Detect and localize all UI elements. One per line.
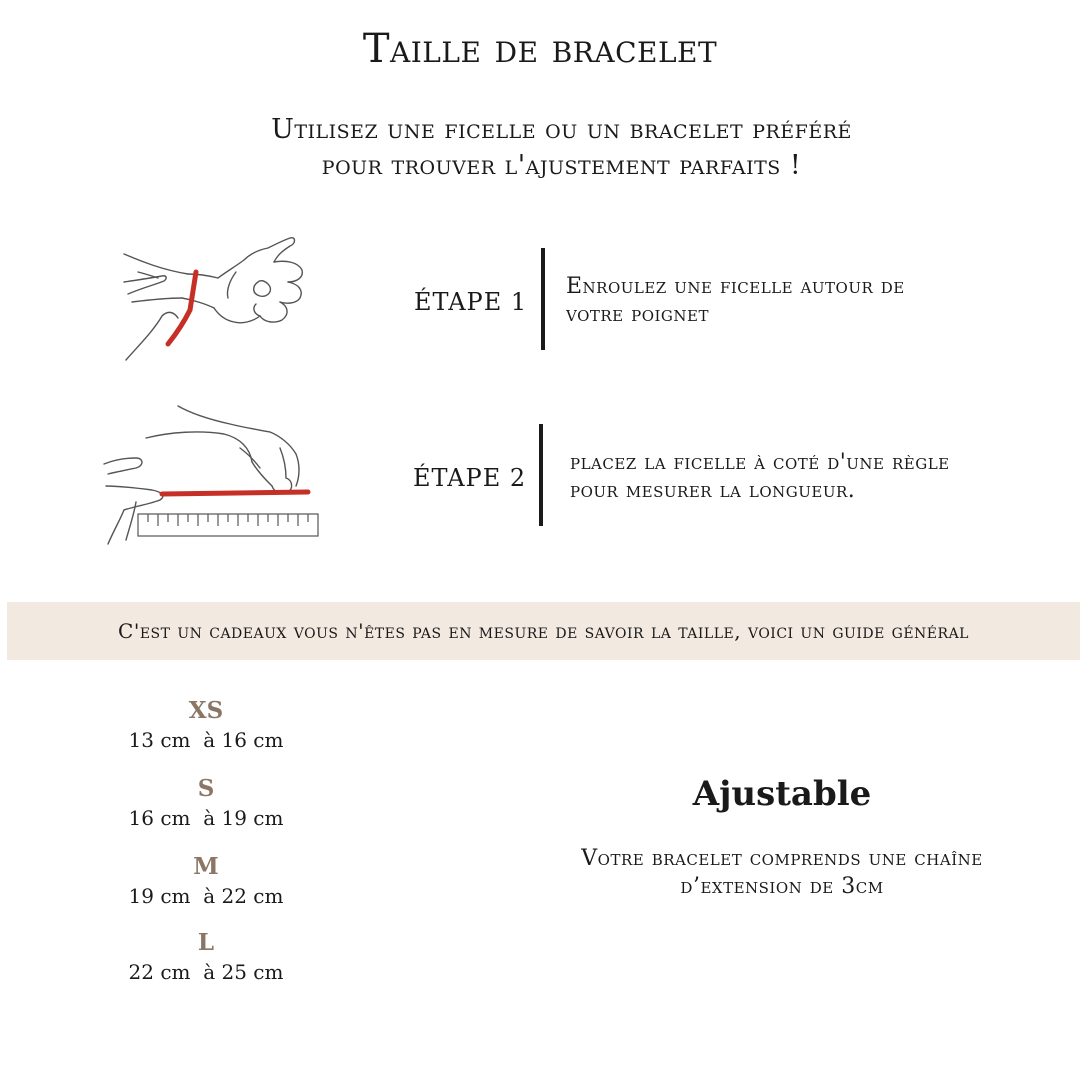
wrist-string-icon — [118, 232, 318, 367]
page-title: Taille de bracelet — [362, 26, 718, 72]
subtitle-line-1: Utilisez une ficelle ou un bracelet préféré — [271, 114, 852, 145]
step-1-text — [566, 273, 986, 329]
size-name: M — [193, 853, 219, 880]
size-range: 22 cm à 25 cm — [128, 960, 284, 984]
adjustable-line-2: d’extension de 3cm — [680, 874, 884, 899]
step-1-label: ÉTAPE 1 — [414, 288, 528, 316]
subtitle-line-2: pour trouver l'ajustement parfaits ! — [321, 150, 802, 181]
step-2-divider — [539, 424, 543, 526]
step-2-line-2: pour mesurer la longueur. — [570, 478, 856, 503]
size-m — [108, 851, 304, 927]
adjustable-line-1: Votre bracelet comprends une chaîne — [581, 846, 983, 871]
ruler-measure-icon — [100, 402, 325, 550]
step-1-line-1: Enroulez une ficelle autour de — [566, 274, 905, 299]
step-2-text — [570, 449, 1020, 505]
size-name: XS — [188, 697, 224, 724]
adjustable-title: Ajustable — [692, 774, 872, 814]
size-range: 19 cm à 22 cm — [128, 884, 284, 908]
adjustable-description — [520, 845, 1044, 901]
size-name: L — [197, 929, 215, 956]
size-name: S — [197, 775, 215, 802]
size-range: 16 cm à 19 cm — [128, 806, 284, 830]
size-l — [108, 927, 304, 1005]
page-subtitle — [0, 112, 1080, 184]
step-1-divider — [541, 248, 545, 350]
size-s — [108, 773, 304, 851]
size-guide — [108, 695, 304, 1005]
size-xs — [108, 695, 304, 773]
gift-guide-banner — [7, 602, 1080, 660]
size-range: 13 cm à 16 cm — [128, 728, 284, 752]
step-2-line-1: placez la ficelle à coté d'une règle — [570, 450, 950, 475]
banner-text: C'est un cadeaux vous n'êtes pas en mesure de savoir la taille, voici un guide général — [118, 619, 969, 643]
step-2-label: ÉTAPE 2 — [413, 464, 527, 492]
step-1-line-2: votre poignet — [566, 302, 709, 327]
